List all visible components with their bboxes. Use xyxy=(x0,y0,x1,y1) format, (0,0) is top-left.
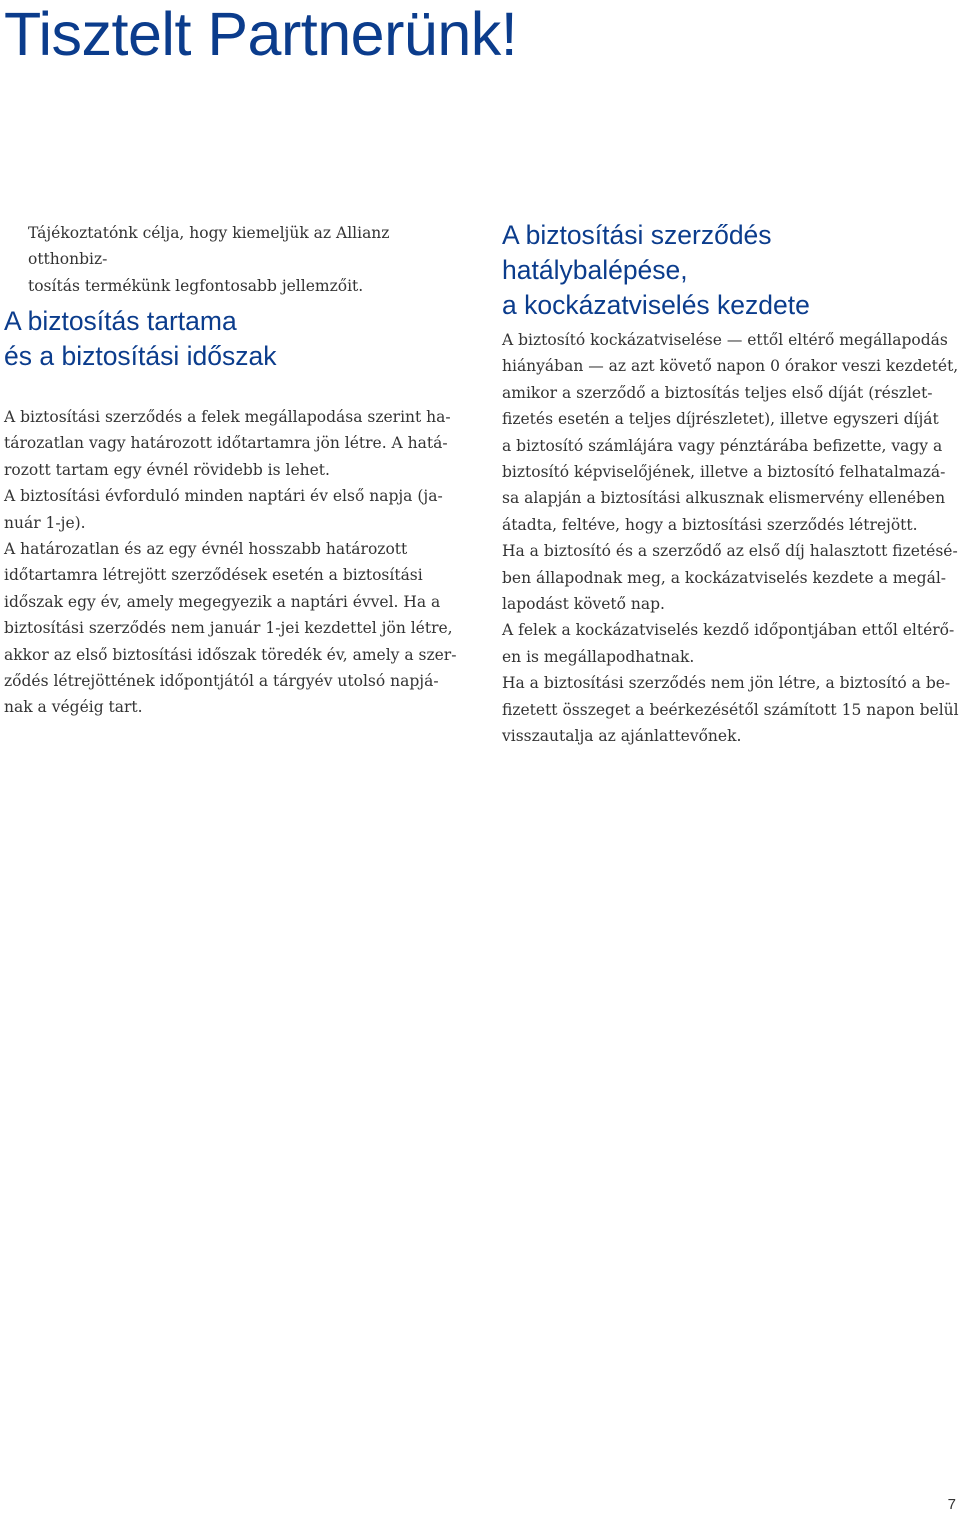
intro-paragraph: Tájékoztatónk célja, hogy kiemeljük az Allianz otthonbiz- tosítás termékünk legfontosabb jellemzőit. xyxy=(28,224,390,295)
section-body-term: A biztosítási szerződés a felek megállapodása szerint ha- tározatlan vagy határozott időtartamra jön létre. A hatá- rozott tartam egy évnél rövidebb is lehet. A biztosítási évforduló minden naptári év első napja (ja- nuár 1-je). A határozatlan és az egy évnél hosszabb határozott időtartamra létrejött szerződések esetén a biztosítási időszak egy év, amely megegyezik a naptári évvel. Ha a biztosítási szerződés nem január 1-jei kezdettel jön létre, akkor az első biztosítási időszak töredék év, amely a szer- ződés létrejöttének időpontjától a tárgyév utolsó napjá- nak a végéig tart. xyxy=(4,408,457,717)
section-heading-term: A biztosítás tartama és a biztosítási időszak xyxy=(4,306,277,371)
page-number: 7 xyxy=(947,1496,956,1513)
section-body-effect: A biztosító kockázatviselése — ettől eltérő megállapodás hiányában — az azt követő napon 0 órakor veszi kezdetét, amikor a szerződő a biztosítás teljes első díját (részlet- fizetés esetén a teljes díjrészletet), illetve egyszeri díját a biztosító számlájára vagy pénztárába befizette, vagy a biztosító képviselőjének, illetve a biztosító felhatalmazá- sa alapján a biztosítási alkusznak elismervény ellenében átadta, feltéve, hogy a biztosítási szerződés létrejött. Ha a biztosító és a szerződő az első díj halasztott fizetésé- ben állapodnak meg, a kockázatviselés kezdete a megál- lapodást követő nap. A felek a kockázatviselés kezdő időpontjában ettől eltérő- en is megállapodhatnak. Ha a biztosítási szerződés nem jön létre, a biztosító a be- fizetett összeget a beérkezésétől számított 15 napon belül visszautalja az ajánlattevőnek. xyxy=(502,331,959,746)
section-heading-effect: A biztosítási szerződés hatálybalépése, a kockázatviselés kezdete xyxy=(502,220,810,320)
page-title: Tisztelt Partnerünk! xyxy=(4,0,518,68)
